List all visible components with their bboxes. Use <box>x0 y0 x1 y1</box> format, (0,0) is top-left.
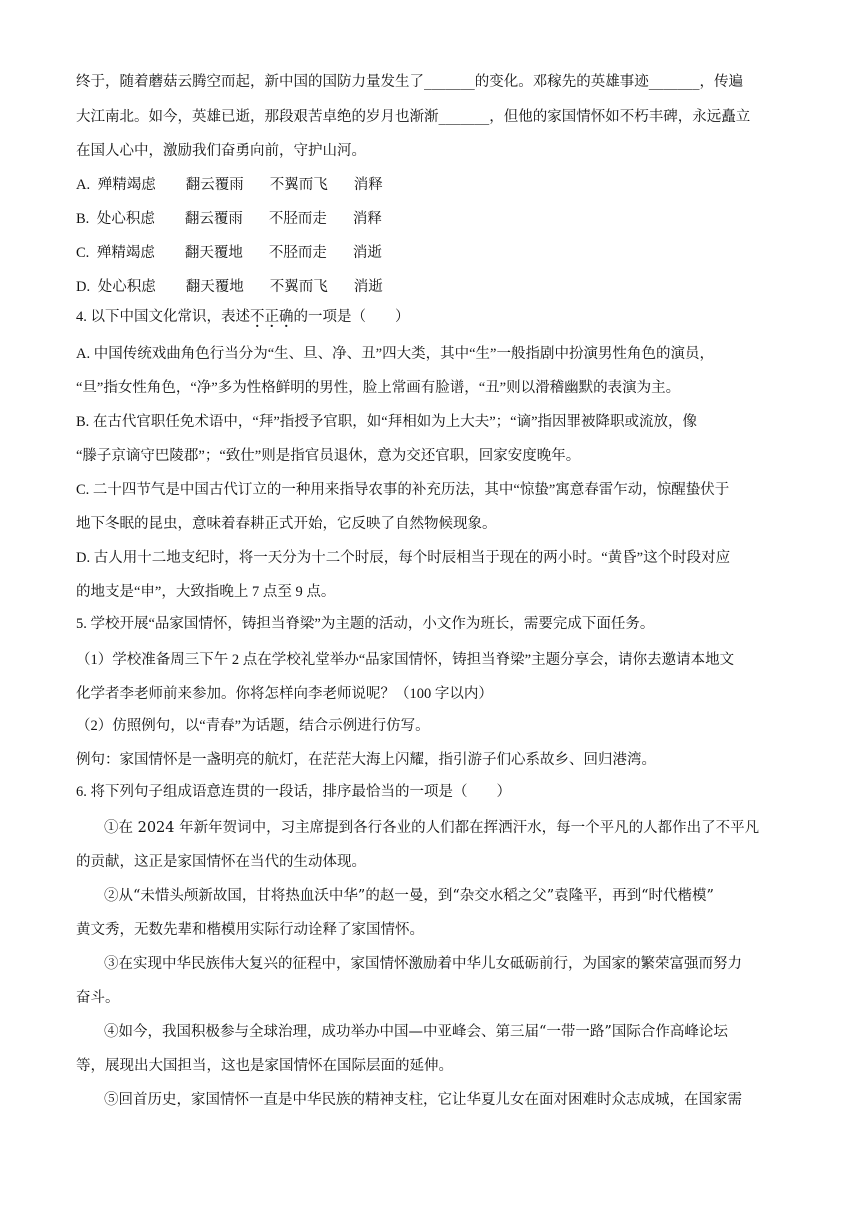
q4-option-a-cont: “旦”指女性角色，“净”多为性格鲜明的男性，脸上常画有脸谱，“丑”则以滑稽幽默的表演为主。 <box>76 380 681 396</box>
q3-option-a: A. 殚精竭虑 翻云覆雨 不翼而飞 消释 <box>76 177 383 193</box>
q4-option-a: A. 中国传统戏曲角色行当分为“生、旦、净、丑”四大类，其中“生”一般指剧中扮演男性角色的演员， <box>76 346 714 362</box>
q6-sentence-4-cont: 等，展现出大国担当，这也是家国情怀在国际层面的延伸。 <box>76 1058 453 1074</box>
q3-option-c: C. 殚精竭虑 翻天覆地 不胫而走 消逝 <box>76 245 382 261</box>
q6-sentence-3: ③在实现中华民族伟大复兴的征程中，家国情怀激励着中华儿女砥砺前行，为国家的繁荣富强而努力 <box>104 956 742 972</box>
q6-sentence-2-cont: 黄文秀，无数先辈和楷模用实际行动诠释了家国情怀。 <box>76 922 424 938</box>
q4-option-b: B. 在古代官职任免术语中，“拜”指授予官职，如“拜相如为上大夫”；“谪”指因罪被降职或流放，像 <box>76 414 698 430</box>
question-6-stem: 6. 将下列句子组成语意连贯的一段话，排序最恰当的一项是（ ） <box>76 784 511 800</box>
q5-task-2: （2）仿照例句，以“青春”为话题，结合示例进行仿写。 <box>76 718 430 734</box>
q4-option-d: D. 古人用十二地支纪时，将一天分为十二个时辰，每个时辰相当于现在的两小时。“黄昏”这个时段对应 <box>76 550 731 566</box>
q5-task-1: （1）学校准备周三下午 2 点在学校礼堂举办“品家国情怀，铸担当脊梁”主题分享会，请你去邀请本地文 <box>76 652 735 668</box>
q6-sentence-4: ④如今，我国积极参与全球治理，成功举办中国—中亚峰会、第三届“一带一路”国际合作高峰论坛 <box>104 1024 728 1040</box>
q6-sentence-2: ②从“未惜头颅新故国，甘将热血沃中华”的赵一曼，到“杂交水稻之父”袁隆平，再到“时代楷模” <box>104 888 714 904</box>
q6-sentence-1: ①在 2024 年新年贺词中，习主席提到各行各业的人们都在挥洒汗水，每一个平凡的人都作出了不平凡 <box>104 820 760 836</box>
passage-line: 在国人心中，激励我们奋勇向前，守护山河。 <box>76 143 366 159</box>
passage-line: 大江南北。如今，英雄已逝，那段艰苦卓绝的岁月也渐渐_______，但他的家国情怀如不朽丰碑，永远矗立 <box>76 109 751 125</box>
question-5-stem: 5. 学校开展“品家国情怀，铸担当脊梁”为主题的活动，小文作为班长，需要完成下面任务。 <box>76 616 655 632</box>
q4-option-b-cont: “滕子京谪守巴陵郡”；“致仕”则是指官员退休，意为交还官职，回家安度晚年。 <box>76 448 581 464</box>
q6-sentence-3-cont: 奋斗。 <box>76 990 120 1006</box>
q5-task-1-cont: 化学者李老师前来参加。你将怎样向李老师说呢？（100 字以内） <box>76 686 493 702</box>
passage-line: 终于，随着蘑菇云腾空而起，新中国的国防力量发生了_______的变化。邓稼先的英雄事迹_______，传遍 <box>76 74 743 90</box>
q3-option-d: D. 处心积虑 翻天覆地 不翼而飞 消逝 <box>76 279 383 295</box>
q4-option-c: C. 二十四节气是中国古代订立的一种用来指导农事的补充历法，其中“惊蛰”寓意春雷乍动，惊醒蛰伏于 <box>76 482 730 498</box>
question-4-stem: 4. 以下中国文化常识，表述不正确的一项是（ ） <box>76 309 410 325</box>
q3-option-b: B. 处心积虑 翻云覆雨 不胫而走 消释 <box>76 211 382 227</box>
q6-sentence-1-cont: 的贡献，这正是家国情怀在当代的生动体现。 <box>76 854 366 870</box>
q5-example: 例句：家国情怀是一盏明亮的航灯，在茫茫大海上闪耀，指引游子们心系故乡、回归港湾。 <box>76 752 656 768</box>
q4-option-c-cont: 地下冬眠的昆虫，意味着春耕正式开始，它反映了自然物候现象。 <box>76 516 497 532</box>
q6-sentence-5: ⑤回首历史，家国情怀一直是中华民族的精神支柱，它让华夏儿女在面对困难时众志成城，在国家需 <box>104 1092 742 1108</box>
q4-option-d-cont: 的地支是“申”，大致指晚上 7 点至 9 点。 <box>76 584 336 600</box>
